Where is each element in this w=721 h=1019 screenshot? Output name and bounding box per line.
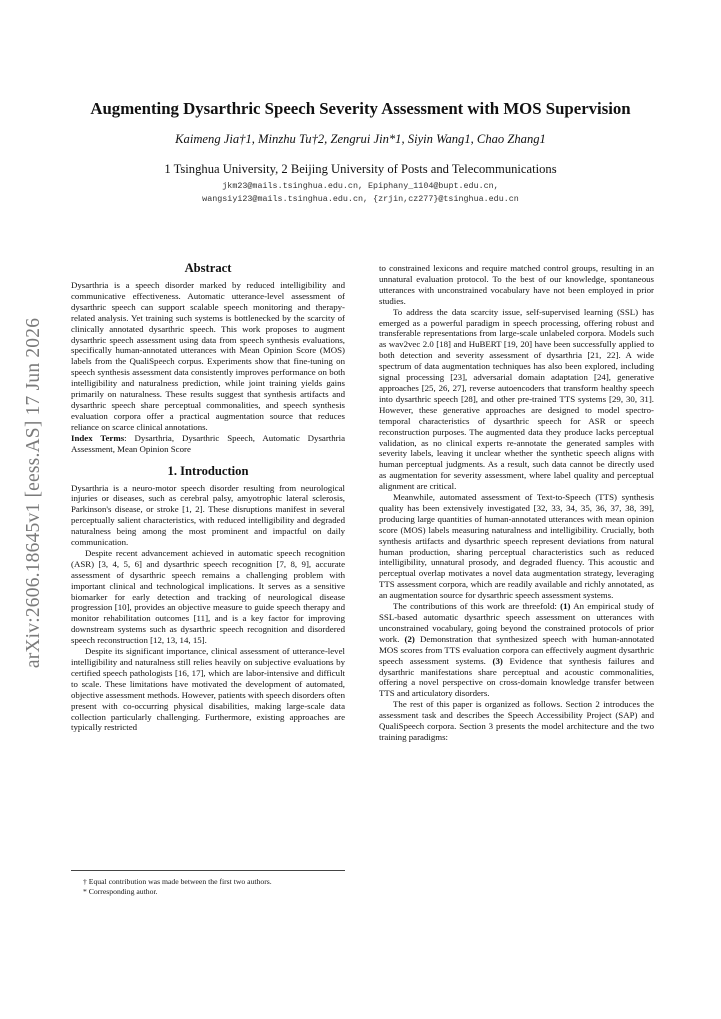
contributions-paragraph (379, 601, 654, 699)
contribution-text: Evidence that synthesis failures and dysarthric manifestations share perceptual and acoustic commonalities, offering a novel perspective on cross-domain knowledge transfer between TTS and articulatory disorders. (379, 655, 655, 699)
affiliations: 1 Tsinghua University, 2 Beijing University of Posts and Telecommunications (164, 162, 557, 176)
contribution-marker: (1) (560, 601, 571, 612)
right-column (379, 263, 654, 743)
intro-paragraph: to constrained lexicons and require matched control groups, resulting in an unnatural evaluation protocol. To the best of our knowledge, spontaneous utterances with unconstrained vocabulary have not been employed in prior studies. (379, 263, 654, 306)
contributions-intro: The contributions of this work are threefold: (393, 601, 561, 612)
intro-paragraph: The rest of this paper is organized as follows. Section 2 introduces the assessment task and describes the Speech Accessibility Project (SAP) and QualiSpeech corpora. Section 3 presents the model architecture and the two training paradigms: (379, 699, 654, 742)
footnote-corresponding-author: * Corresponding author. (83, 886, 158, 896)
intro-paragraph: To address the data scarcity issue, self-supervised learning (SSL) has emerged as a powerful paradigm in speech processing, offering robust and transferable representations from large-scale unlabeled corpora. Models such as wav2vec 2.0 [18] and HuBERT [19, 20] have been successfully applied to both detection and severity assessment of dysarthria [21, 22]. A wide spectrum of data augmentation techniques has also been explored, including signal processing [23], adversarial domain adaptation [24], generative approaches [25, 26, 27], reverse autoencoders that transform healthy speech into dysarthric speech [28], and other pre-trained TTS systems [29, 30, 31]. However, these generative approaches are designed to model spectro-temporal characteristics of dysarthric speech for ASR or speech reconstruction purposes. The augmented data they produce lacks perceptual validation, as no clinical experts re-annotate the generated samples with severity labels, leaving it unclear whether the synthetic speech aligns with human perceptual judgments. As a result, such data cannot be directly used as augmentation for severity assessment, where label quality and perceptual alignment are critical. (379, 306, 654, 492)
index-terms (71, 433, 345, 455)
abstract-heading: Abstract (184, 261, 232, 275)
contribution-marker: (3) (492, 655, 503, 666)
section-heading-introduction: 1. Introduction (167, 463, 249, 478)
arxiv-identifier (22, 283, 46, 703)
left-column (71, 261, 345, 733)
intro-paragraph: Dysarthria is a neuro-motor speech disorder resulting from neurological injuries or diseases, such as cerebral palsy, amyotrophic lateral sclerosis, Parkinson's disease, or stroke [1, 2]. These disruptions manifest in several perceptually salient characteristics, with reduced intelligibility and degraded naturalness being among the most prominent and impactful on daily communication. (71, 482, 345, 548)
contribution-text: Demonstration that synthesized speech with human-annotated MOS scores from TTS evaluation corpora can effectively augment dysarthric speech assessment systems. (379, 633, 654, 666)
email-line: wangsiyi23@mails.tsinghua.edu.cn, {zrjin,cz277}@tsinghua.edu.cn (202, 193, 519, 204)
email-line: jkm23@mails.tsinghua.edu.cn, Epiphany_1104@bupt.edu.cn, (222, 181, 499, 191)
intro-paragraph: Despite recent advancement achieved in automatic speech recognition (ASR) [3, 4, 5, 6] and dysarthric speech recognition [7, 8, 9], accurate assessment of dysarthric speech remains a challenging problem with important clinical and technological implications. It serves as a sensitive biomarker for early detection and tracking of neurological disease progression [10], provides an objective measure to guide speech therapy and monitor rehabilitation outcomes [11], and is a key factor for improving downstream systems such as dysarthric speech recognition and disordered speech reconstruction [12, 13, 14, 15]. (71, 547, 345, 646)
author-emails (60, 180, 661, 205)
abstract-text: Dysarthria is a speech disorder marked by reduced intelligibility and communicative effectiveness. Automatic utterance-level assessment of dysarthric speech can support scalable speech monitoring and therapy-related analysis. Yet training such systems is bottlenecked by the scarcity of clinically annotated dysarthric speech. This work proposes to augment dysarthric speech assessment using data from speech synthesis evaluations, specifically human-annotated utterances with Mean Opinion Score (MOS) labels from the QualiSpeech corpus. Experiments show that fine-tuning on speech synthesis assessment data consistently improves performance on both intelligibility and naturalness prediction, while joint training yields gains primarily on naturalness. These results suggest that synthesis artifacts and dysarthric speech share perceptual commonalities, and speech synthesis evaluation corpora offer a practical augmentation source that reduces reliance on scarce clinical annotations. (71, 280, 345, 432)
index-terms-text: : Dysarthria, Dysarthric Speech, Automatic Dysarthria Assessment, Mean Opinion Score (71, 432, 345, 454)
arxiv-identifier-text: arXiv:2606.18645v1 [eess.AS] 17 Jun 2026 (23, 317, 44, 669)
intro-paragraph: Meanwhile, automated assessment of Text-to-Speech (TTS) synthesis quality has been extensively investigated [32, 33, 34, 35, 36, 37, 38, 39], producing large quantities of human-annotated utterances with mean opinion score (MOS) labels measuring naturalness and intelligibility. Crucially, both synthesis artifacts and dysarthric speech represent deviations from natural human production, sharing perceptual characteristics such as reduced intelligibility, unnatural prosody, and degraded fluency. This acoustic and perceptual overlap motivates a novel data augmentation strategy, leveraging TTS assessment corpora, which are readily available and richly annotated, as an augmentation source for dysarthric speech assessment systems. (379, 492, 654, 601)
author-list: Kaimeng Jia†1, Minzhu Tu†2, Zengrui Jin*1, Siyin Wang1, Chao Zhang1 (175, 132, 546, 146)
index-terms-label: Index Terms (71, 432, 125, 443)
contribution-marker: (2) (404, 633, 415, 644)
footnote-equal-contribution: † Equal contribution was made between the first two authors. (83, 877, 272, 886)
intro-paragraph: Despite its significant importance, clinical assessment of utterance-level intelligibility and naturalness still relies heavily on subjective evaluations by certified speech pathologists [16, 17], which are labor-intensive and difficult to scale. These limitations have motivated the development of automated, objective assessment methods. However, patients with speech disorders often present with co-occurring physical disabilities, making large-scale data collection particularly challenging. Furthermore, existing approaches are typically restricted (71, 646, 345, 733)
paper-title: Augmenting Dysarthric Speech Severity Assessment with MOS Supervision (90, 99, 631, 118)
contribution-text: An empirical study of SSL-based automatic dysarthric speech assessment on utterances with unconstrained vocabulary, going beyond the constrained protocols of prior work. (379, 601, 654, 644)
footnotes (71, 870, 345, 896)
